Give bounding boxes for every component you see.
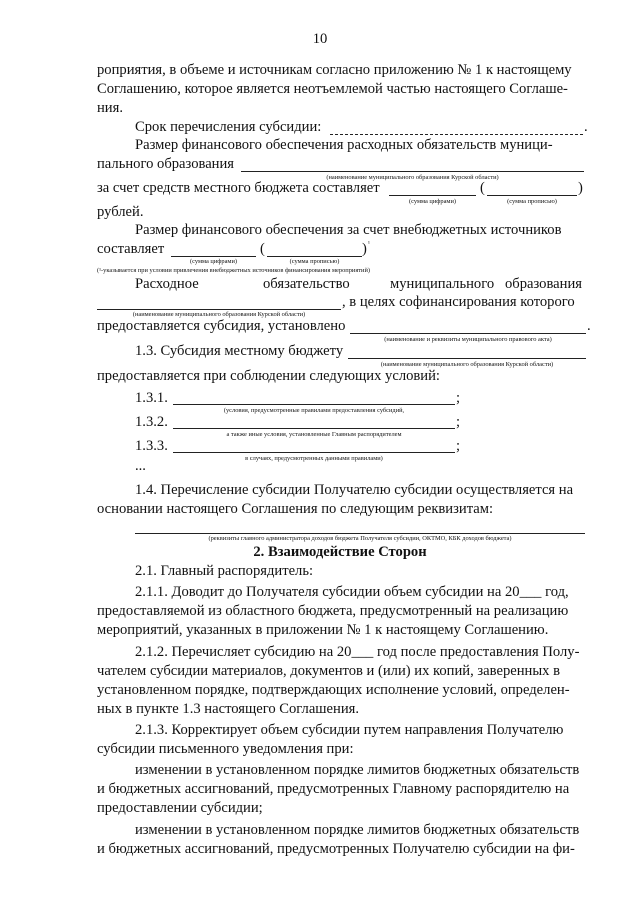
paragraph-line: , в целях софинансирования которого (342, 294, 575, 310)
term-end: . (584, 119, 588, 135)
amount-digits-blank[interactable] (171, 256, 256, 257)
financing-line: за счет средств местного бюджета составляет (97, 180, 380, 196)
financing-line: составляет (97, 241, 165, 257)
amount-words-blank[interactable] (267, 256, 362, 257)
paragraph-line: предоставляется субсидия, установлено (97, 318, 346, 334)
clause-2-1-1: 2.1.1. Доводит до Получателя субсидии объем субсидии на 20___ год, (135, 584, 569, 600)
amount-digits-blank[interactable] (389, 195, 476, 196)
list-item: изменении в установленном порядке лимитов бюджетных обязательств (135, 762, 580, 778)
clause-1-4: 1.4. Перечисление субсидии Получателю субсидии осуществляется на (135, 482, 574, 498)
document-page: 10 роприятия, в объеме и источникам согласно приложению № 1 к настоящему Соглашению, которое является неотъемлемой частью настоящего Соглаше- ния. Срок перечисления субсидии: . Размер финансового обеспечения расходных обязательств муници- пального образования (наименование муниципального образования Курской области) за счет средств местного бюджета составляет ( ) (сумма цифрами) (сумма прописью) рублей. Размер финансового обеспечения за счет внебюджетных источников составляет ( ) ¹ (сумма цифрами) (сумма прописью) (¹-указывается при условии привлечения внебюджетных источников финансирования мероприятий) Расходное обязательство муниципального образования , в целях софинансирования которого (наименование муниципального образования Курской области) предоставляется субсидия, установлено . (наименование и реквизиты муниципального правового акта) 1.3. Субсидия местному бюджету (наименование муниципального образования Курской области) предоставляется при соблюдении следующих условий: 1.3.1. ; (условия, предусмотренные правилами предоставления субсидий, 1.3.2. ; а также иные условия, установленные Главным распорядителем 1.3.3. ; в случаях, предусмотренных данными правилами) ... 1.4. Перечисление субсидии Получателю субсидии осуществляется на основании настоящего Соглашения по следующим реквизитам: (реквизиты главного администратора доходов бюджета Получателя субсидии, ОКТМО, КБК доходов бюджета) 2. Взаимодействие Сторон 2.1. Главный распорядитель: 2.1.1. Доводит до Получателя субсидии объем субсидии на 20___ год, предоставляемой из областного бюджета, предусмотренный на реализацию мероприятий, указанных в приложении № 1 к настоящему Соглашению. 2.1.2. Перечисляет субсидию на 20___ год после предоставления Полу- чателем субсидии материалов, документов и (или) их копий, заверенных в установленном порядке, подтверждающих исполнение условий, определен- ных в пункте 1.3 настоящего Соглашения. 2.1.3. Корректирует объем субсидии путем направления Получателю субсидии письменного уведомления при: изменении в установленном порядке лимитов бюджетных обязательств и бюджетных ассигнований, предусмотренных Главному распорядителю на предоставлении субсидии; изменении в установленном порядке лимитов бюджетных обязательств и бюджетных ассигнований, предусмотренных Получателю субсидии на фи- (97, 31, 591, 857)
municipality-blank[interactable] (241, 171, 584, 172)
paragraph-line: предоставляемой из областного бюджета, предусмотренный на реализацию (97, 603, 569, 619)
paragraph-line: мероприятий, указанных в приложении № 1 к настоящему Соглашению. (97, 622, 549, 638)
paragraph-line: предоставляется при соблюдении следующих условий: (97, 368, 440, 384)
term-label: Срок перечисления субсидии: (135, 119, 322, 135)
paragraph-line: чателем субсидии материалов, документов и (или) их копий, заверенных в (97, 663, 560, 679)
caption: (реквизиты главного администратора доходов бюджета Получателя субсидии, ОКТМО, КБК доходов бюджета) (208, 535, 512, 542)
paragraph-line: и бюджетных ассигнований, предусмотренных Получателю субсидии на фи- (97, 841, 575, 857)
paragraph-line: субсидии письменного уведомления при: (97, 741, 354, 757)
clause-2-1: 2.1. Главный распорядитель: (135, 563, 314, 579)
paragraph-line: основании настоящего Соглашения по следующим реквизитам: (97, 501, 494, 517)
page-number: 10 (312, 31, 328, 47)
ellipsis: ... (135, 458, 146, 474)
legal-act-blank[interactable] (350, 333, 586, 334)
financing-line: Размер финансового обеспечения за счет внебюджетных источников (135, 222, 562, 238)
clause-1-3: 1.3. Субсидия местному бюджету (135, 343, 344, 359)
caption: (наименование муниципального образования Курской области) (380, 361, 554, 368)
paragraph-line: ных в пункте 1.3 настоящего Соглашения. (97, 701, 360, 717)
caption: а также иные условия, установленные Главным распорядителем (226, 431, 402, 438)
requisites-blank[interactable] (135, 533, 585, 534)
paragraph-line: роприятия, в объеме и источникам согласно приложению № 1 к настоящему (97, 62, 572, 78)
caption: в случаях, предусмотренных данными правилами) (245, 455, 383, 462)
financing-line: рублей. (97, 204, 144, 220)
municipality-blank[interactable] (348, 358, 586, 359)
section-heading: 2. Взаимодействие Сторон (253, 544, 427, 560)
justified-word: образования (505, 276, 582, 292)
footnote-mark: ¹ (368, 240, 370, 247)
condition-blank[interactable] (173, 452, 455, 453)
paragraph-line: и бюджетных ассигнований, предусмотренных Главному распорядителю на (97, 781, 570, 797)
financing-line: Размер финансового обеспечения расходных обязательств муници- (135, 137, 553, 153)
footnote: (¹-указывается при условии привлечения внебюджетных источников финансирования мероприятий) (97, 267, 371, 274)
condition-number: 1.3.2. (135, 414, 168, 430)
caption: (наименование муниципального образования Курской области) (132, 311, 306, 318)
term-blank[interactable] (330, 134, 583, 135)
paragraph-line: предоставлении субсидии; (97, 800, 263, 816)
clause-2-1-2: 2.1.2. Перечисляет субсидию на 20___ год после предоставления Полу- (135, 644, 580, 660)
caption: (сумма прописью) (507, 198, 557, 205)
condition-number: 1.3.3. (135, 438, 168, 454)
municipality-blank[interactable] (97, 309, 341, 310)
caption: (сумма цифрами) (189, 258, 238, 265)
caption: (сумма цифрами) (408, 198, 457, 205)
paragraph-line: Соглашению, которое является неотъемлемой частью настоящего Соглаше- (97, 81, 568, 97)
caption: (условия, предусмотренные правилами предоставления субсидий, (223, 407, 405, 414)
justified-word: Расходное (135, 276, 199, 292)
paragraph-line: установленном порядке, подтверждающих исполнение условий, определен- (97, 682, 570, 698)
condition-blank[interactable] (173, 404, 455, 405)
paragraph-line: ния. (97, 100, 123, 116)
condition-number: 1.3.1. (135, 390, 168, 406)
caption: (наименование муниципального образования Курской области) (326, 174, 499, 181)
justified-word: муниципального (390, 276, 495, 292)
clause-2-1-3: 2.1.3. Корректирует объем субсидии путем направления Получателю (135, 722, 564, 738)
amount-words-blank[interactable] (487, 195, 577, 196)
list-item: изменении в установленном порядке лимитов бюджетных обязательств (135, 822, 580, 838)
financing-line: пального образования (97, 156, 235, 172)
condition-blank[interactable] (173, 428, 455, 429)
caption: (сумма прописью) (289, 258, 340, 265)
caption: (наименование и реквизиты муниципального правового акта) (384, 336, 552, 343)
justified-word: обязательство (263, 276, 350, 292)
